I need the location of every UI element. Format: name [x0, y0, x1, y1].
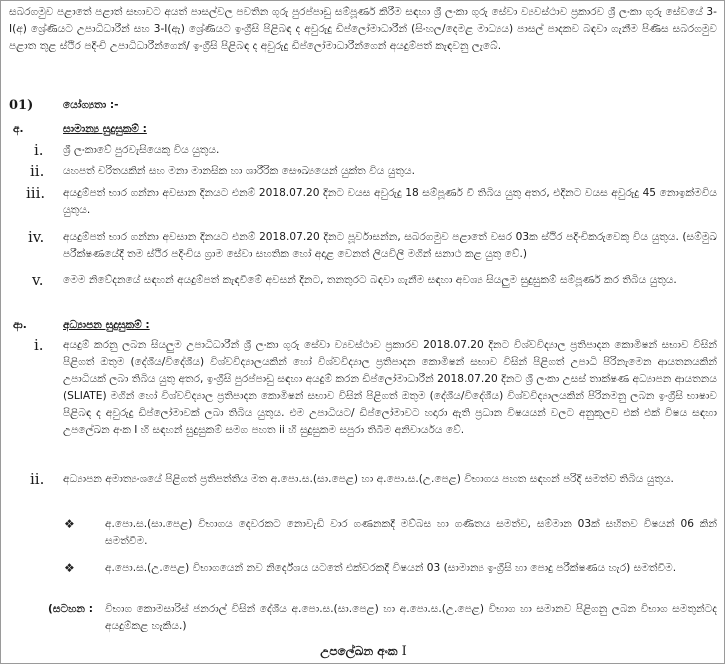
section-01-title: යෝග්‍යතා :- — [63, 99, 119, 111]
section-aa-title: අධ්‍යාපන සුදුසුකම් : — [63, 319, 150, 331]
annex-number: I — [401, 644, 407, 659]
item-number: v. — [32, 271, 44, 289]
item-text: යහපත් චරිතයකින් සහ මනා මානසික හා ශාරීරික සෞඛ්‍යයෙන් යුක්ත විය යුතුය. — [63, 165, 415, 177]
intro-paragraph: සබරගමුව පළාතේ පළාත් සභාවට අයත් පාසල්වල පවතින ගුරු පුරප්පාඩු සම්පූර්ණ කිරීම සඳහා ශ්‍රී ලංකා ගුරු සේවා ව්‍යවස්ථාව ප්‍රකාරව ශ්‍රී ලංකා ගුරු සේවයේ 3-I(අ) ශ්‍රේණියට උපාධිධාරීන් සහ 3-I(ඇ) ශ්‍රේණියට ඉංග්‍රීසි පිළිබඳ ද අවුරුදු ඩිප්ලෝමාධාරීන් (සිංහල/දෙමළ මාධ්‍යය) පාසල් පාදකව බඳවා ගැනීම පිණිස සබරගමුව පළාත තුළ ස්ථිර පදිංචි උපාධිධාරීන්ගෙන්/ ඉංග්‍රීසි පිළිබඳ ද අවුරුදු ඩිප්ලෝමාධාරීන්ගෙන් අයදුම්පත් කැඳවනු ලැබේ. — [9, 6, 717, 52]
section-01-number: 01) — [9, 98, 34, 113]
item-number: iii. — [26, 184, 46, 202]
item-number: i. — [34, 336, 44, 354]
item-text: අයදුම්පත් භාර ගන්නා අවසාන දිනයට එනම් 2018.07.20 දිනට පූර්වාසන්න, සබරගමුව පළාතේ වසර 03ක ස්ථිර පදිංචිකරුවෙකු විය යුතුය. (සම්මුඛ පරීක්ෂණයේදී තම ස්ථිර පදිංචිය ග්‍රාම සේවා සහතික හෝ අදාළ වෙනත් ලියවිලි මගින් සනාථ කළ යුතු වේ.) — [63, 231, 717, 260]
note-label: (සටහන : — [48, 603, 93, 615]
item-text: අයදුම් කරනු ලබන සියලුම උපාධිධාරීන් ශ්‍රී ලංකා ගුරු සේවා ව්‍යවස්ථාව ප්‍රකාරව 2018.07.20 දිනට විශ්වවිද්‍යාල ප්‍රතිපාදන කොමිෂන් සභාව විසින් පිළිගත් ඔතුම (දේශීය/විදේශීය) විශ්වවිද්‍යාලයකින් හෝ විශ්වවිද්‍යාල ප්‍රතිපාදන කොමිෂන් සභාව විසින් පිළිගත් උපාධි පිරිනැමෙන ආයතනයකින් උපාධියක් ලබා තිබිය යුතු අතර, ඉංග්‍රීසි පුරප්පාඩු සඳහා අයදුම් කරන ඩිප්ලෝමාධාරීන් 2018.07.20 දිනට ශ්‍රී ලංකා උසස් තාක්ෂණ අධ්‍යාපන ආයතනය (SLIATE) මගින් හෝ විශ්වවිද්‍යාල ප්‍රතිපාදන කොමිෂන් සභාව විසින් පිළිගත් ඔතුම (දේශීය/විදේශීය) විශ්වවිද්‍යාලයකින් පිරිනමනු ලබන ඉංග්‍රීසි භාෂාව පිළිබඳ ද අවුරුදු ඩිප්ලෝමාවක් ලබා තිබිය යුතුය. එම උපාධියට/ ඩිප්ලෝමාවට හදාරා ඇති ප්‍රධාන විෂයයන් වලට අනුකූලව එක් එක් විෂය සඳහා උපලේඛන අංක I හි සඳහන් සුදුසුකම් සමග පහත ii හි සුදුසුකම සපුරා තිබීම අනිවාර්යය වේ. — [63, 339, 717, 436]
section-aa-letter: ආ. — [13, 319, 27, 331]
item-number: iv. — [28, 228, 45, 246]
annex-heading — [1, 643, 725, 660]
item-text: අයදුම්පත් භාර ගන්නා අවසාන දිනයට එනම් 2018.07.20 දිනට වයස අවුරුදු 18 සම්පූර්ණ වී තිබිය යුතු අතර, එදිනට වයස අවුරුදු 45 නොඉක්මවිය යුතුය. — [63, 187, 717, 216]
section-a-letter: අ. — [13, 123, 24, 135]
annex-label: උපලේඛන අංක — [320, 644, 398, 658]
item-number: ii. — [30, 162, 45, 180]
item-number: ii. — [30, 470, 45, 488]
diamond-bullet-icon: ❖ — [64, 517, 75, 531]
item-number: i. — [34, 141, 44, 159]
item-text: ශ්‍රී ලංකාවේ පුරවැසියෙකු විය යුතුය. — [63, 144, 220, 156]
note-text: විභාග කොමසාරිස් ජනරාල් විසින් දේශීය අ.පො.ස.(සා.පෙළ) හා අ.පො.ස.(උ.පෙළ) විභාග හා සමානව පිළිගනු ලබන විභාග සමතුන්ටද අයදුම්කළ හැකිය.) — [105, 603, 717, 632]
bullet-text: අ.පො.ස.(සා.පෙළ) විභාගය දෙවරකට නොවැඩි වාර ගණනකදී මව්බස හා ගණිතය සමත්ව, සම්මාන 03ක් සහිතව විෂයන් 06 කින් සමත්වීම. — [105, 518, 717, 547]
bullet-text: අ.පො.ස.(උ.පෙළ) විභාගයෙන් නව නිර්දේශය යටතේ එක්වරකදී විෂයන් 03 (සාමාන්‍ය ඉංග්‍රීසි හා පොදු පරීක්ෂණය හැර) සමත්වීම. — [105, 562, 677, 574]
section-a-title: සාමාන්‍ය සුදුසුකම් : — [63, 123, 147, 135]
item-text: මෙම නිවේදනයේ සඳහන් අයදුම්පත් කැඳවීමේ අවසන් දිනට, තනතුරට බඳවා ගැනීම සඳහා අවශ්‍ය සියලුම සුදුසුකම් සම්පූර්ණ කර තිබිය යුතුය. — [63, 274, 677, 286]
diamond-bullet-icon: ❖ — [64, 561, 75, 575]
item-text: අධ්‍යාපන අමාත්‍යංශයේ පිළිගත් ප්‍රතිපත්තිය මත අ.පො.ස.(සා.පෙළ) හා අ.පො.ස.(උ.පෙළ) විභාගය පහත සඳහන් පරිදි සමත්ව තිබිය යුතුය. — [63, 473, 674, 485]
